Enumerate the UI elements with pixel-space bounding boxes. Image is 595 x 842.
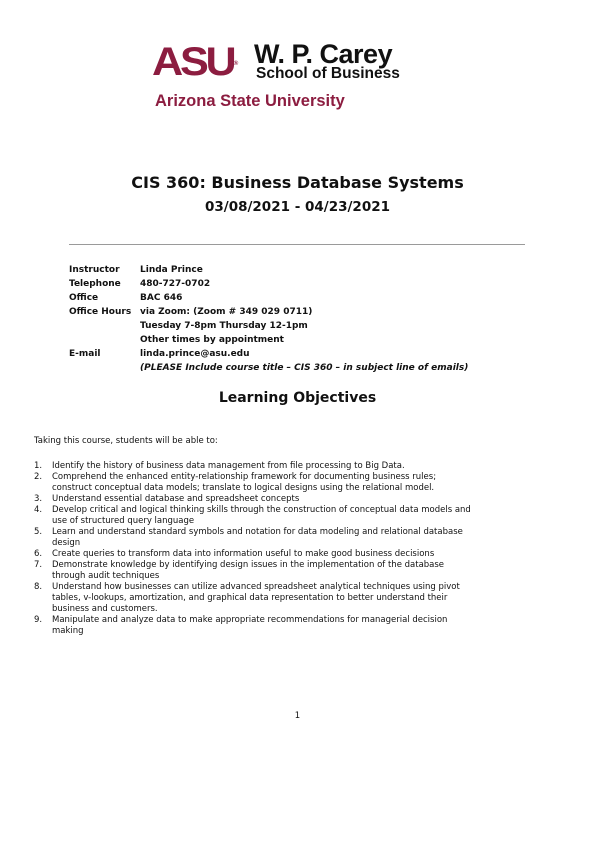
objective-text-line: business and customers. [52,604,158,614]
asu-wpcarey-logo [152,40,412,112]
course-title: CIS 360: Business Database Systems [131,173,464,192]
wpcarey-wordmark: W. P. Carey [254,39,393,69]
objective-number: 1. [34,461,43,471]
info-row [69,361,539,375]
info-value: Other times by appointment [140,335,284,345]
objective-item [34,461,534,472]
info-label: Telephone [69,279,121,289]
objective-text-line: Understand essential database and spreadsheet concepts [52,494,300,504]
objective-number: 5. [34,527,43,537]
objective-item [34,527,534,549]
objective-text-line: Develop critical and logical thinking skills through the construction of conceptual data models and [52,505,471,515]
objectives-intro: Taking this course, students will be able to: [34,436,218,446]
objective-text-line: design [52,538,81,548]
objective-text-line: Manipulate and analyze data to make appropriate recommendations for managerial decision [52,615,448,625]
objective-text-line: construct conceptual data models; translate to logical designs using the relational model. [52,483,435,493]
info-row [69,319,539,333]
objective-text-line: Demonstrate knowledge by identifying design issues in the implementation of the database [52,560,445,570]
info-value: BAC 646 [140,293,183,303]
learning-objectives-heading: Learning Objectives [218,390,377,406]
objective-item [34,505,534,527]
objective-item [34,494,534,505]
info-value: (PLEASE Include course title – CIS 360 – in subject line of emails) [140,363,469,373]
info-row [69,277,539,291]
objective-text-line: use of structured query language [52,516,195,526]
objective-text-line: Identify the history of business data management from file processing to Big Data. [52,461,405,471]
info-label: Instructor [69,265,120,275]
info-row [69,291,539,305]
info-label: Office Hours [69,307,132,317]
info-value: via Zoom: (Zoom # 349 029 0711) [140,307,313,317]
info-row [69,333,539,347]
objective-text-line: Comprehend the enhanced entity-relationship framework for documenting business rules; [52,472,437,482]
info-value: Linda Prince [140,265,203,275]
info-value: Tuesday 7-8pm Thursday 12-1pm [140,321,308,331]
objective-number: 6. [34,549,43,559]
objective-item [34,582,534,615]
info-label: E-mail [69,349,101,359]
objective-item [34,472,534,494]
header-divider [69,244,525,245]
objective-number: 2. [34,472,43,482]
info-row [69,305,539,319]
objective-text-line: Create queries to transform data into information useful to make good business decisions [52,549,435,559]
objective-number: 4. [34,505,43,515]
objective-text-line: Understand how businesses can utilize advanced spreadsheet analytical techniques using pivot [52,582,460,592]
info-label: Office [69,293,99,303]
objective-number: 8. [34,582,43,592]
info-value: 480-727-0702 [140,279,211,289]
school-of-business-wordmark: School of Business [256,65,400,82]
instructor-info-table [69,263,539,375]
objective-item [34,549,534,560]
email-link[interactable]: linda.prince@asu.edu [140,349,250,359]
asu-logo-mark: ASU® [152,40,239,84]
learning-objectives-list [34,461,534,637]
objective-number: 7. [34,560,43,570]
university-name: Arizona State University [155,92,345,110]
objective-text-line: through audit techniques [52,571,160,581]
objective-item [34,560,534,582]
info-row [69,347,539,361]
course-dates: 03/08/2021 - 04/23/2021 [204,199,391,215]
objective-item [34,615,534,637]
objective-text-line: tables, v-lookups, amortization, and graphical data representation to better understand their [52,593,448,603]
info-row [69,263,539,277]
objective-number: 9. [34,615,43,625]
objective-text-line: Learn and understand standard symbols and notation for data modeling and relational database [52,527,463,537]
objective-number: 3. [34,494,43,504]
page-number: 1 [294,711,301,721]
objective-text-line: making [52,626,84,636]
